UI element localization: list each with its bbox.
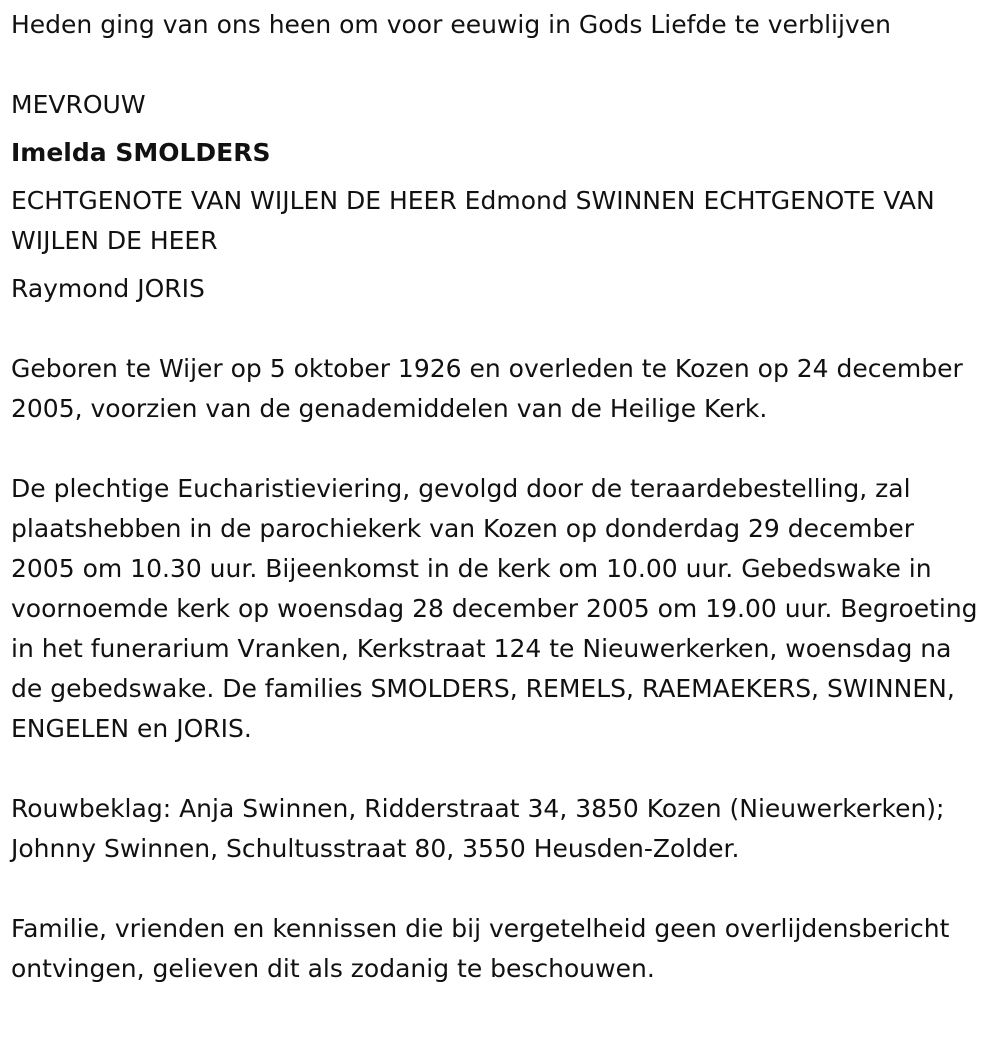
birth-death-paragraph: Geboren te Wijer op 5 oktober 1926 en overleden te Kozen op 24 december 2005, voorzien van de genademiddelen van de Heilige Kerk. (11, 354, 963, 423)
spacer (11, 429, 978, 469)
spouse-name: Raymond JORIS (11, 274, 205, 303)
spouse-line: ECHTGENOTE VAN WIJLEN DE HEER Edmond SWINNEN ECHTGENOTE VAN WIJLEN DE HEER (11, 186, 935, 255)
spacer (11, 309, 978, 349)
spacer (11, 869, 978, 909)
condolence-paragraph: Rouwbeklag: Anja Swinnen, Ridderstraat 34, 3850 Kozen (Nieuwerkerken); Johnny Swinnen, Schultusstraat 80, 3550 Heusden-Zolder. (11, 794, 945, 863)
deceased-name: Imelda SMOLDERS (11, 138, 271, 167)
intro-text: Heden ging van ons heen om voor eeuwig in Gods Liefde te verblijven (11, 10, 891, 39)
spacer (11, 45, 978, 85)
ceremony-paragraph: De plechtige Eucharistieviering, gevolgd door de teraardebestelling, zal plaatshebben in de parochiekerk van Kozen op donderdag 29 december 2005 om 10.30 uur. Bijeenkomst in de kerk om 10.00 uur. Gebedswake in voornoemde kerk op woensdag 28 december 2005 om 19.00 uur. Begroeting in het funerarium Vranken, Kerkstraat 124 te Nieuwerkerken, woensdag na de gebedswake. De families SMOLDERS, REMELS, RAEMAEKERS, SWINNEN, ENGELEN en JORIS. (11, 474, 978, 743)
closing-paragraph: Familie, vrienden en kennissen die bij vergetelheid geen overlijdensbericht ontvingen, gelieven dit als zodanig te beschouwen. (11, 914, 950, 983)
honorific: MEVROUW (11, 90, 146, 119)
spacer (11, 749, 978, 789)
